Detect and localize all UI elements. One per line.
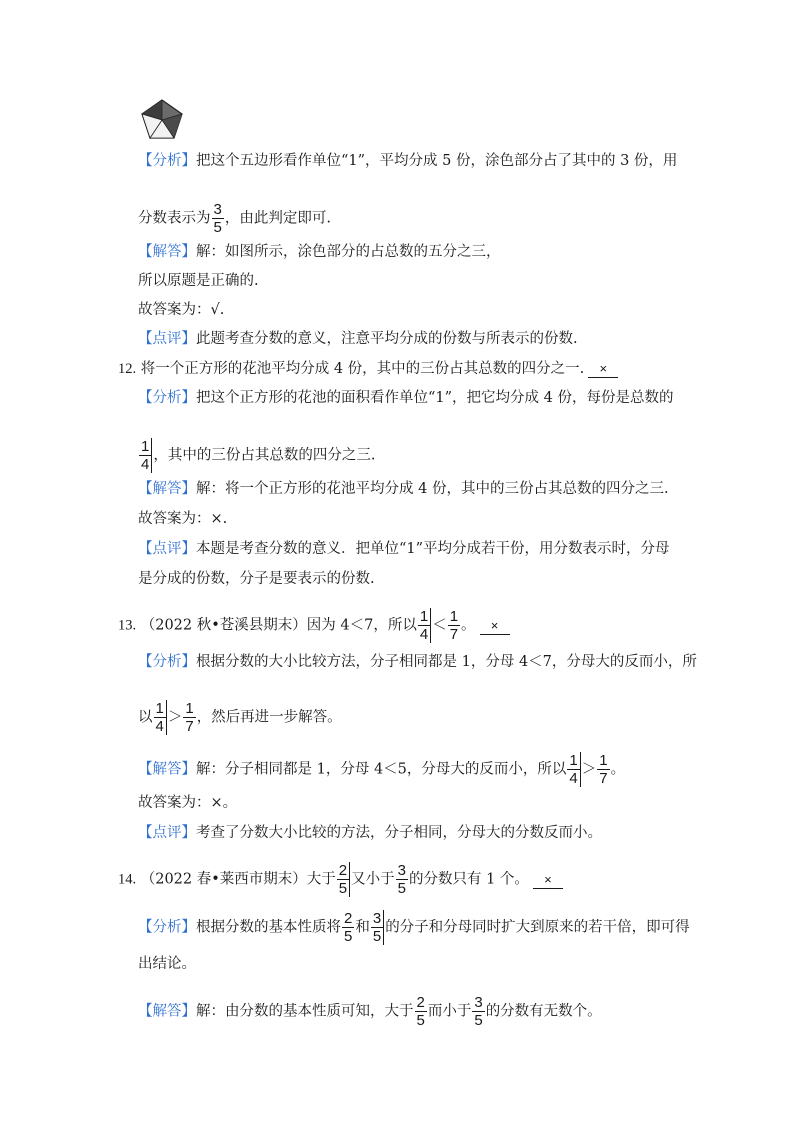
q12-answer-line2: 故答案为：×. (138, 511, 228, 527)
analysis-tag: 【分析】 (138, 153, 196, 169)
answer-tag: 【解答】 (138, 244, 196, 260)
fraction: $\frac{2}{5}$ (337, 862, 350, 897)
review-tag: 【点评】 (138, 541, 196, 557)
review-tag: 【点评】 (138, 825, 196, 841)
q13-answer-line1: 【解答】解：分子相同都是 1，分母 4＜5，分母大的反而小，所以 $\frac{1}{4}$ ＞ $\frac{1}{7}$ 。 (138, 752, 626, 787)
q13-analysis-line2: 以 $\frac{1}{4}$ ＞ $\frac{1}{7}$ ，然后再进一步解答。 (138, 700, 342, 735)
fraction: $\frac{3}{5}$ (371, 910, 384, 945)
answer-tag: 【解答】 (138, 1003, 196, 1020)
q13-analysis-line1: 【分析】根据分数的大小比较方法，分子相同都是 1，分母 4＜7，分母大的反而小，所 (138, 654, 697, 670)
fraction: $\frac{1}{4}$ (154, 700, 167, 735)
shaded-pentagon-figure (140, 98, 184, 140)
fraction: $\frac{3}{5}$ (213, 201, 222, 236)
q12-review-line2: 是分成的份数，分子是要表示的份数. (138, 571, 375, 587)
q12-analysis-line2: $\frac{1}{4}$ ，其中的三份占其总数的四分之三. (141, 438, 376, 473)
q13-answer-line2: 故答案为：×。 (138, 795, 238, 811)
q13-review: 【点评】考查了分数大小比较的方法，分子相同，分母大的分数反而小。 (138, 825, 602, 841)
analysis-tag: 【分析】 (138, 390, 196, 406)
analysis-tag: 【分析】 (138, 919, 196, 936)
q14-analysis-line2: 出结论。 (138, 956, 196, 972)
q11-answer-line3: 故答案为：√. (138, 302, 225, 318)
q13-question: 13. （2022 秋•苍溪县期末）因为 4＜7，所以 $\frac{1}{4}$ ＜ $\frac{1}{7}$ 。 × (118, 608, 510, 643)
fraction: $\frac{1}{4}$ (567, 752, 580, 787)
fraction: $\frac{1}{4}$ (418, 608, 431, 643)
q11-analysis-line2: 分数表示为 $\frac{3}{5}$ ，由此判定即可. (138, 201, 331, 236)
q11-review: 【点评】此题考查分数的意义，注意平均分成的份数与所表示的份数. (138, 331, 578, 347)
answer-tag: 【解答】 (138, 481, 196, 497)
q14-answer: 【解答】解：由分数的基本性质可知，大于 $\frac{2}{5}$ 而小于 $\frac{3}{5}$ 的分数有无数个。 (138, 994, 602, 1029)
answer-blank: × (533, 872, 563, 889)
fraction: $\frac{1}{7}$ (185, 700, 194, 735)
fraction: $\frac{1}{7}$ (449, 608, 459, 643)
fraction: $\frac{2}{5}$ (344, 910, 353, 945)
q14-analysis-line1: 【分析】根据分数的基本性质将 $\frac{2}{5}$ 和 $\frac{3}{5}$ 的分子和分母同时扩大到原来的若干倍，即可得 (138, 910, 690, 945)
review-tag: 【点评】 (138, 331, 196, 347)
answer-tag: 【解答】 (138, 761, 196, 778)
q12-answer-line1: 【解答】解：将一个正方形的花池平均分成 4 份，其中的三份占其总数的四分之三. (138, 481, 669, 497)
q12-question: 12. 将一个正方形的花池平均分成 4 份，其中的三份占其总数的四分之一. × (118, 358, 618, 380)
answer-blank: × (588, 361, 618, 378)
question-number: 14. (118, 871, 137, 888)
fraction: $\frac{2}{5}$ (416, 994, 425, 1029)
question-number: 13. (118, 617, 137, 634)
question-number: 12. (118, 361, 137, 377)
fraction: $\frac{1}{4}$ (139, 438, 152, 473)
q11-analysis-line1: 【分析】把这个五边形看作单位“1”，平均分成 5 份，涂色部分占了其中的 3 份，用 (138, 153, 678, 169)
fraction: $\frac{3}{5}$ (474, 994, 483, 1029)
q12-analysis-line1: 【分析】把这个正方形的花池的面积看作单位“1”，把它均分成 4 份，每份是总数的 (138, 390, 674, 406)
answer-blank: × (480, 618, 510, 635)
fraction: $\frac{1}{7}$ (599, 752, 608, 787)
analysis-tag: 【分析】 (138, 654, 196, 670)
q14-question: 14. （2022 春•莱西市期末）大于 $\frac{2}{5}$ 又小于 $\frac{3}{5}$ 的分数只有 1 个。 × (118, 862, 563, 897)
q11-answer-line2: 所以原题是正确的. (138, 273, 259, 289)
fraction: $\frac{3}{5}$ (397, 862, 406, 897)
q11-answer-line1: 【解答】解：如图所示，涂色部分的占总数的五分之三， (138, 244, 501, 260)
q12-review-line1: 【点评】本题是考查分数的意义．把单位“1”平均分成若干份，用分数表示时，分母 (138, 541, 670, 557)
